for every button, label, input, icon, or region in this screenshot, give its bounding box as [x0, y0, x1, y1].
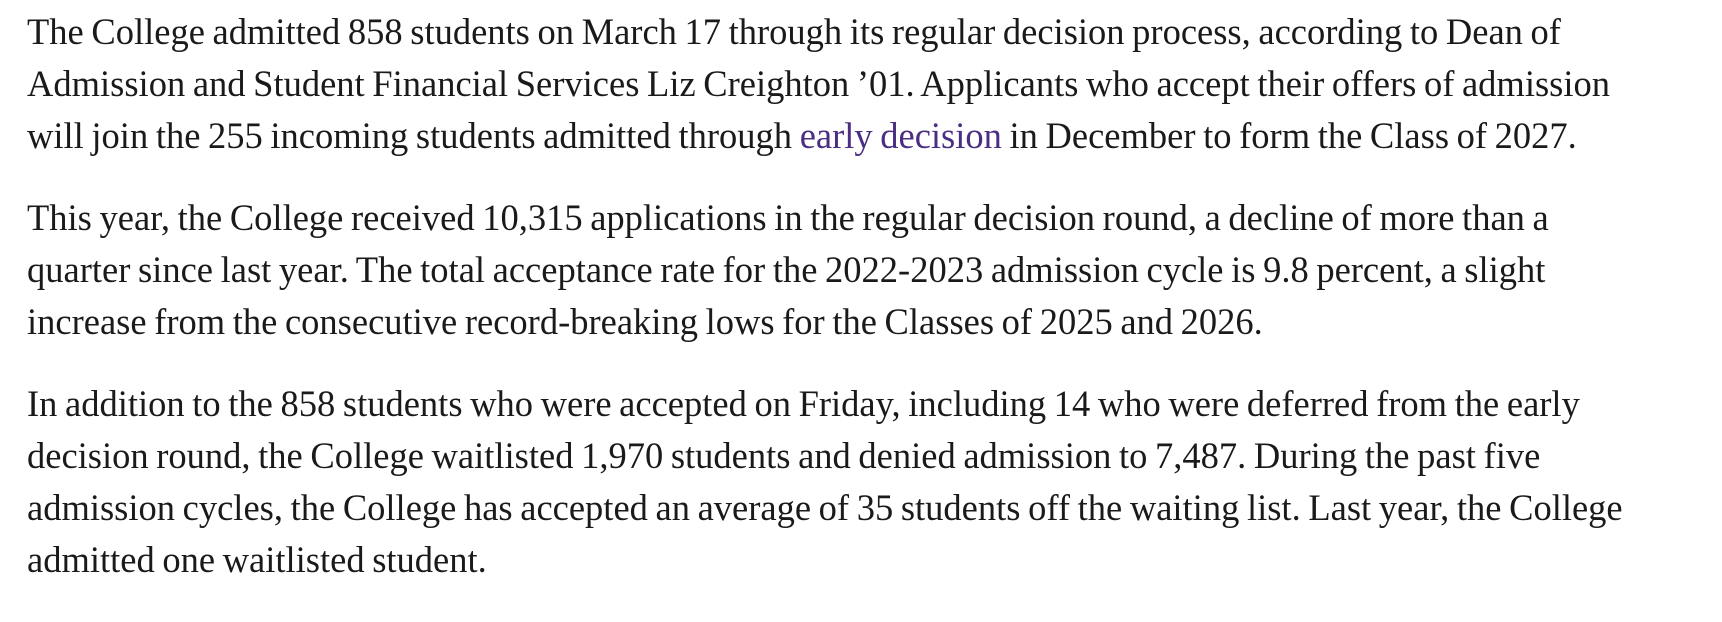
paragraph-waitlist-details — [27, 378, 1722, 586]
paragraph-line — [27, 110, 1722, 162]
paragraph-line: increase from the consecutive record-breaking lows for the Classes of 2025 and 2026. — [27, 301, 1263, 342]
paragraph-line: The College admitted 858 students on March 17 through its regular decision process, according to Dean of — [27, 11, 1561, 52]
paragraph-line: This year, the College received 10,315 applications in the regular decision round, a decline of more than a — [27, 197, 1549, 238]
paragraph-admissions-announcement — [27, 6, 1722, 162]
paragraph-line: Admission and Student Financial Services Liz Creighton ’01. Applicants who accept their offers of admission — [27, 63, 1611, 104]
paragraph-text: in December to form the Class of 2027. — [1001, 115, 1577, 156]
paragraph-applications-statistics — [27, 192, 1722, 348]
paragraph-text: will join the 255 incoming students admitted through — [27, 115, 800, 156]
early-decision-link[interactable]: early decision — [799, 115, 1002, 156]
paragraph-line: admission cycles, the College has accepted an average of 35 students off the waiting list. Last year, the College — [27, 487, 1623, 528]
paragraph-line: In addition to the 858 students who were accepted on Friday, including 14 who were deferred from the early — [27, 383, 1580, 424]
paragraph-line: quarter since last year. The total acceptance rate for the 2022-2023 admission cycle is 9.8 percent, a slight — [27, 249, 1546, 290]
paragraph-line: admitted one waitlisted student. — [27, 539, 487, 580]
paragraph-line: decision round, the College waitlisted 1,970 students and denied admission to 7,487. During the past five — [27, 435, 1541, 476]
